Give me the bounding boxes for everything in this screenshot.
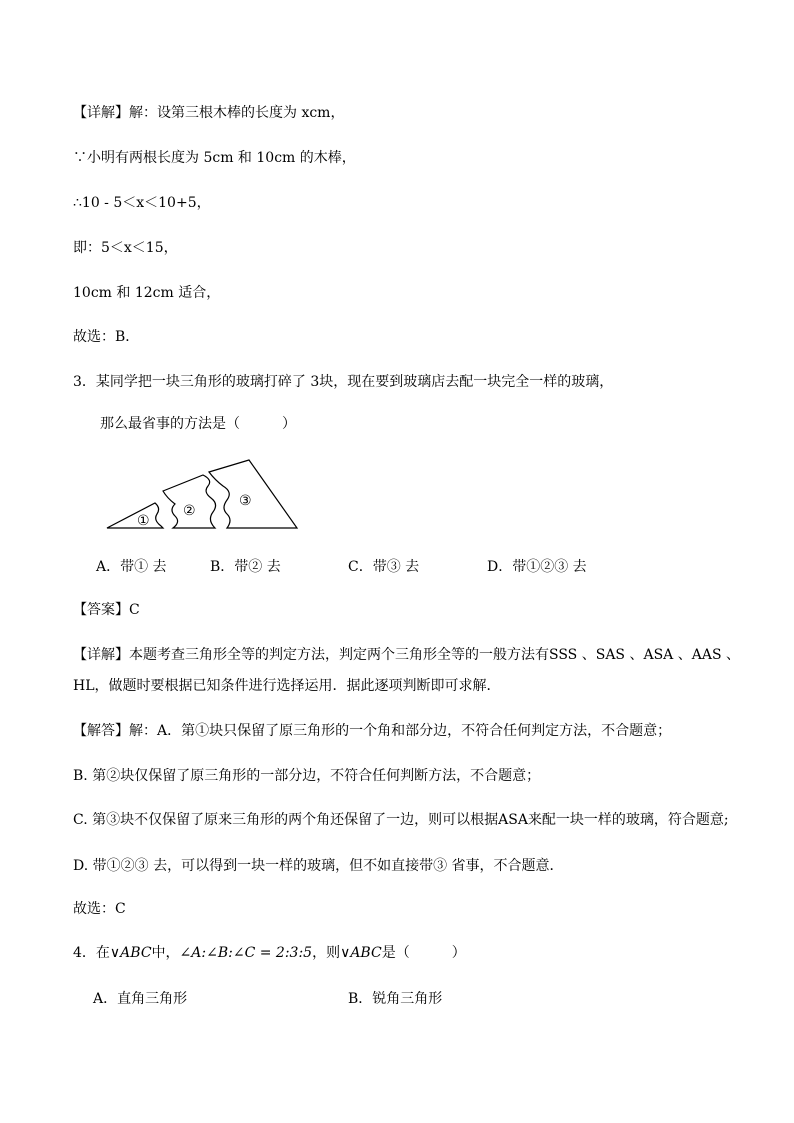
option-d: D．带①②③ 去 <box>487 559 587 575</box>
explanation-line-3: ∴10 - 5＜x＜10+5， <box>73 195 211 211</box>
question-4-text <box>73 943 466 963</box>
solution-line-4: D. 带①②③ 去，可以得到一块一样的玻璃，但不如直接带③ 省事，不合题意． <box>73 858 564 874</box>
glass-piece-1 <box>107 503 163 528</box>
q4-triangle-2: ∨ABC <box>340 945 382 961</box>
explanation-line-2: ∵小明有两根长度为 5cm 和 10cm 的木棒， <box>73 150 356 166</box>
piece-label-1: ① <box>137 513 150 529</box>
q4-suffix: 是（ ） <box>381 945 466 961</box>
solution-line-5: 故选：C <box>73 901 126 917</box>
solution-line-1: 【解答】解：A．第①块只保留了原三角形的一个角和部分边，不符合任何判定方法，不合题意； <box>73 723 672 739</box>
option-a: A．带① 去 <box>96 559 167 575</box>
analysis-line-1: 【详解】本题考查三角形全等的判定方法，判定两个三角形全等的一般方法有SSS 、SAS 、ASA 、AAS 、 <box>73 647 740 663</box>
option-c: C．带③ 去 <box>348 559 420 575</box>
solution-line-2: B. 第②块仅保留了原三角形的一部分边，不符合任何判断方法，不合题意； <box>73 768 541 784</box>
option-b: B．带② 去 <box>210 559 281 575</box>
question-3-text-cont: 那么最省事的方法是（ ） <box>100 416 296 432</box>
solution-line-3: C. 第③块不仅保留了原来三角形的两个角还保留了一边，则可以根据ASA来配一块一样的玻璃，符合题意; <box>73 812 729 828</box>
glass-piece-2 <box>163 475 216 528</box>
q4-angle-ratio: ∠A:∠B:∠C = 2:3:5 <box>179 945 313 961</box>
explanation-line-4: 即：5＜x＜15， <box>73 240 178 256</box>
q4-mid: 中， <box>151 945 180 961</box>
explanation-line-6: 故选：B． <box>73 329 140 345</box>
answer-line: 【答案】C <box>73 602 140 618</box>
explanation-line-5: 10cm 和 12cm 适合， <box>73 285 221 301</box>
piece-label-2: ② <box>183 503 196 519</box>
broken-glass-figure <box>103 428 303 533</box>
q4-prefix: 4．在 <box>73 945 110 961</box>
q4-mid2: ，则 <box>312 945 341 961</box>
q4-triangle-1: ∨ABC <box>109 945 152 961</box>
glass-piece-3 <box>209 460 297 528</box>
explanation-line-1: 【详解】解：设第三根木棒的长度为 xcm， <box>73 105 345 121</box>
q4-option-a: A．直角三角形 <box>93 991 188 1007</box>
q4-option-b: B．锐角三角形 <box>348 991 443 1007</box>
question-3-text: 3．某同学把一块三角形的玻璃打碎了 3块，现在要到玻璃店去配一块完全一样的玻璃， <box>73 374 614 390</box>
analysis-line-2: HL，做题时要根据已知条件进行选择运用．据此逐项判断即可求解． <box>73 678 501 694</box>
piece-label-3: ③ <box>239 493 252 509</box>
